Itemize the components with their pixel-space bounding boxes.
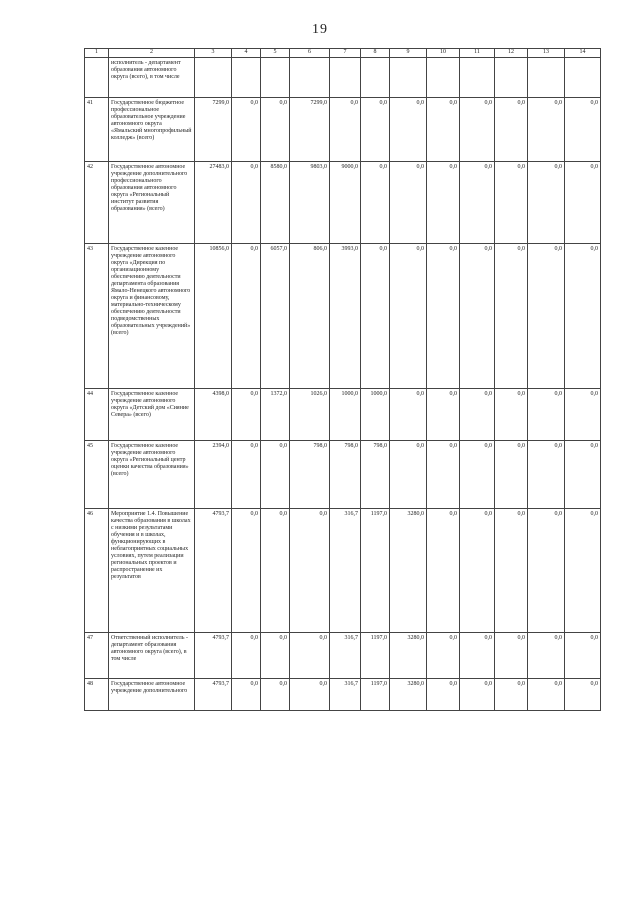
column-header-14: 14 bbox=[565, 49, 601, 58]
value-cell: 0,0 bbox=[361, 98, 390, 162]
value-cell: 0,0 bbox=[565, 633, 601, 679]
value-cell: 798,0 bbox=[330, 441, 361, 509]
column-header-5: 5 bbox=[261, 49, 290, 58]
value-cell: 0,0 bbox=[261, 509, 290, 633]
value-cell: 0,0 bbox=[232, 162, 261, 244]
description-cell: Государственное казенное учреждение автономного округа «Дирекция по организационному обеспечению деятельности департамента образования Ямало-Ненецкого автономного округа и финансовому, материально-техническому обеспечению деятельности подведомственных образовательных учреждений» (всего) bbox=[109, 244, 195, 389]
value-cell: 0,0 bbox=[232, 389, 261, 441]
description-cell: Государственное бюджетное профессиональное образовательное учреждение автономного округа «Ямальский многопрофильный колледж» (всего) bbox=[109, 98, 195, 162]
value-cell: 9000,0 bbox=[330, 162, 361, 244]
value-cell: 4793,7 bbox=[195, 509, 232, 633]
value-cell: 798,0 bbox=[290, 441, 330, 509]
value-cell: 0,0 bbox=[565, 441, 601, 509]
value-cell bbox=[261, 58, 290, 98]
column-header-8: 8 bbox=[361, 49, 390, 58]
value-cell: 0,0 bbox=[495, 162, 528, 244]
value-cell: 1000,0 bbox=[361, 389, 390, 441]
value-cell: 0,0 bbox=[460, 162, 495, 244]
value-cell: 0,0 bbox=[460, 509, 495, 633]
table-row bbox=[85, 58, 601, 98]
value-cell: 0,0 bbox=[261, 679, 290, 711]
row-number-cell: 47 bbox=[85, 633, 109, 679]
column-header-6: 6 bbox=[290, 49, 330, 58]
value-cell: 3280,0 bbox=[390, 633, 427, 679]
value-cell bbox=[495, 58, 528, 98]
value-cell: 0,0 bbox=[330, 98, 361, 162]
value-cell bbox=[427, 58, 460, 98]
value-cell: 2394,0 bbox=[195, 441, 232, 509]
value-cell: 0,0 bbox=[290, 679, 330, 711]
value-cell bbox=[390, 58, 427, 98]
value-cell: 0,0 bbox=[565, 162, 601, 244]
value-cell: 4398,0 bbox=[195, 389, 232, 441]
table-row bbox=[85, 244, 601, 389]
table-body bbox=[85, 58, 601, 711]
description-cell: Государственное автономное учреждение дополнительного профессионального образования автономного округа «Региональный институт развития образования» (всего) bbox=[109, 162, 195, 244]
row-number-cell: 46 bbox=[85, 509, 109, 633]
value-cell: 0,0 bbox=[528, 441, 565, 509]
value-cell: 0,0 bbox=[460, 98, 495, 162]
column-header-11: 11 bbox=[460, 49, 495, 58]
value-cell bbox=[361, 58, 390, 98]
value-cell: 3280,0 bbox=[390, 679, 427, 711]
value-cell: 10856,0 bbox=[195, 244, 232, 389]
value-cell bbox=[528, 58, 565, 98]
value-cell: 1026,0 bbox=[290, 389, 330, 441]
table-row bbox=[85, 679, 601, 711]
table-row bbox=[85, 633, 601, 679]
value-cell: 0,0 bbox=[390, 244, 427, 389]
value-cell: 0,0 bbox=[427, 98, 460, 162]
value-cell: 0,0 bbox=[495, 633, 528, 679]
value-cell: 0,0 bbox=[460, 244, 495, 389]
row-number-cell: 48 bbox=[85, 679, 109, 711]
value-cell: 0,0 bbox=[232, 441, 261, 509]
column-number-header bbox=[85, 49, 601, 58]
value-cell: 0,0 bbox=[528, 633, 565, 679]
row-number-cell: 42 bbox=[85, 162, 109, 244]
value-cell: 0,0 bbox=[495, 389, 528, 441]
value-cell: 0,0 bbox=[390, 389, 427, 441]
value-cell: 1000,0 bbox=[330, 389, 361, 441]
row-number-cell bbox=[85, 58, 109, 98]
table-row bbox=[85, 441, 601, 509]
column-header-2: 2 bbox=[109, 49, 195, 58]
value-cell: 7299,0 bbox=[290, 98, 330, 162]
value-cell bbox=[290, 58, 330, 98]
value-cell: 1197,0 bbox=[361, 633, 390, 679]
value-cell bbox=[460, 58, 495, 98]
value-cell: 0,0 bbox=[427, 244, 460, 389]
description-cell: Государственное казенное учреждение автономного округа «Детский дом «Сияние Севера» (всего) bbox=[109, 389, 195, 441]
value-cell: 0,0 bbox=[495, 679, 528, 711]
value-cell: 0,0 bbox=[460, 633, 495, 679]
value-cell: 0,0 bbox=[495, 441, 528, 509]
value-cell: 0,0 bbox=[460, 441, 495, 509]
value-cell: 0,0 bbox=[232, 244, 261, 389]
value-cell: 0,0 bbox=[427, 633, 460, 679]
value-cell: 0,0 bbox=[390, 441, 427, 509]
description-cell: исполнитель - департамент образования автономного округа (всего), в том числе bbox=[109, 58, 195, 98]
value-cell: 0,0 bbox=[495, 98, 528, 162]
value-cell: 0,0 bbox=[232, 509, 261, 633]
description-cell: Государственное автономное учреждение дополнительного bbox=[109, 679, 195, 711]
value-cell: 1197,0 bbox=[361, 509, 390, 633]
value-cell bbox=[565, 58, 601, 98]
budget-table bbox=[84, 48, 601, 711]
value-cell: 0,0 bbox=[390, 162, 427, 244]
value-cell: 0,0 bbox=[427, 389, 460, 441]
description-cell: Государственное казенное учреждение автономного округа «Региональный центр оценки качества образования» (всего) bbox=[109, 441, 195, 509]
value-cell: 0,0 bbox=[528, 98, 565, 162]
column-header-7: 7 bbox=[330, 49, 361, 58]
table-row bbox=[85, 389, 601, 441]
value-cell: 316,7 bbox=[330, 509, 361, 633]
value-cell: 0,0 bbox=[232, 679, 261, 711]
value-cell: 0,0 bbox=[460, 389, 495, 441]
column-header-10: 10 bbox=[427, 49, 460, 58]
value-cell: 0,0 bbox=[565, 244, 601, 389]
row-number-cell: 45 bbox=[85, 441, 109, 509]
value-cell: 0,0 bbox=[565, 98, 601, 162]
table-row bbox=[85, 98, 601, 162]
table-row bbox=[85, 509, 601, 633]
value-cell: 3280,0 bbox=[390, 509, 427, 633]
value-cell: 27483,0 bbox=[195, 162, 232, 244]
value-cell: 6057,0 bbox=[261, 244, 290, 389]
value-cell: 0,0 bbox=[427, 441, 460, 509]
value-cell: 0,0 bbox=[565, 509, 601, 633]
value-cell: 0,0 bbox=[565, 389, 601, 441]
column-header-1: 1 bbox=[85, 49, 109, 58]
value-cell: 0,0 bbox=[528, 679, 565, 711]
value-cell: 1197,0 bbox=[361, 679, 390, 711]
value-cell: 0,0 bbox=[528, 509, 565, 633]
value-cell: 0,0 bbox=[427, 162, 460, 244]
value-cell: 0,0 bbox=[361, 244, 390, 389]
value-cell: 798,0 bbox=[361, 441, 390, 509]
value-cell: 0,0 bbox=[495, 509, 528, 633]
table-row bbox=[85, 162, 601, 244]
value-cell: 0,0 bbox=[290, 509, 330, 633]
value-cell: 0,0 bbox=[528, 244, 565, 389]
row-number-cell: 41 bbox=[85, 98, 109, 162]
value-cell: 0,0 bbox=[427, 679, 460, 711]
value-cell: 316,7 bbox=[330, 679, 361, 711]
value-cell: 0,0 bbox=[232, 98, 261, 162]
value-cell: 7299,0 bbox=[195, 98, 232, 162]
value-cell: 1372,0 bbox=[261, 389, 290, 441]
value-cell: 0,0 bbox=[427, 509, 460, 633]
value-cell: 0,0 bbox=[528, 389, 565, 441]
column-header-4: 4 bbox=[232, 49, 261, 58]
value-cell: 0,0 bbox=[361, 162, 390, 244]
value-cell: 0,0 bbox=[390, 98, 427, 162]
value-cell: 0,0 bbox=[261, 98, 290, 162]
value-cell: 806,0 bbox=[290, 244, 330, 389]
value-cell: 4793,7 bbox=[195, 679, 232, 711]
value-cell: 0,0 bbox=[460, 679, 495, 711]
value-cell: 0,0 bbox=[528, 162, 565, 244]
row-number-cell: 44 bbox=[85, 389, 109, 441]
value-cell: 3993,0 bbox=[330, 244, 361, 389]
value-cell: 0,0 bbox=[261, 633, 290, 679]
value-cell: 0,0 bbox=[232, 633, 261, 679]
value-cell bbox=[330, 58, 361, 98]
value-cell: 0,0 bbox=[290, 633, 330, 679]
column-header-13: 13 bbox=[528, 49, 565, 58]
value-cell: 4793,7 bbox=[195, 633, 232, 679]
page-number: 19 bbox=[312, 22, 328, 37]
column-header-3: 3 bbox=[195, 49, 232, 58]
value-cell: 0,0 bbox=[565, 679, 601, 711]
column-header-9: 9 bbox=[390, 49, 427, 58]
description-cell: Мероприятие 1.4. Повышение качества образования в школах с низкими результатами обучения и в школах, функционирующих в неблагоприятных социальных условиях, путем реализации региональных проектов и распространение их результатов bbox=[109, 509, 195, 633]
row-number-cell: 43 bbox=[85, 244, 109, 389]
value-cell: 9803,0 bbox=[290, 162, 330, 244]
column-header-12: 12 bbox=[495, 49, 528, 58]
value-cell: 8580,0 bbox=[261, 162, 290, 244]
value-cell bbox=[195, 58, 232, 98]
value-cell bbox=[232, 58, 261, 98]
value-cell: 316,7 bbox=[330, 633, 361, 679]
description-cell: Ответственный исполнитель - департамент образования автономного округа (всего), в том числе bbox=[109, 633, 195, 679]
value-cell: 0,0 bbox=[261, 441, 290, 509]
value-cell: 0,0 bbox=[495, 244, 528, 389]
